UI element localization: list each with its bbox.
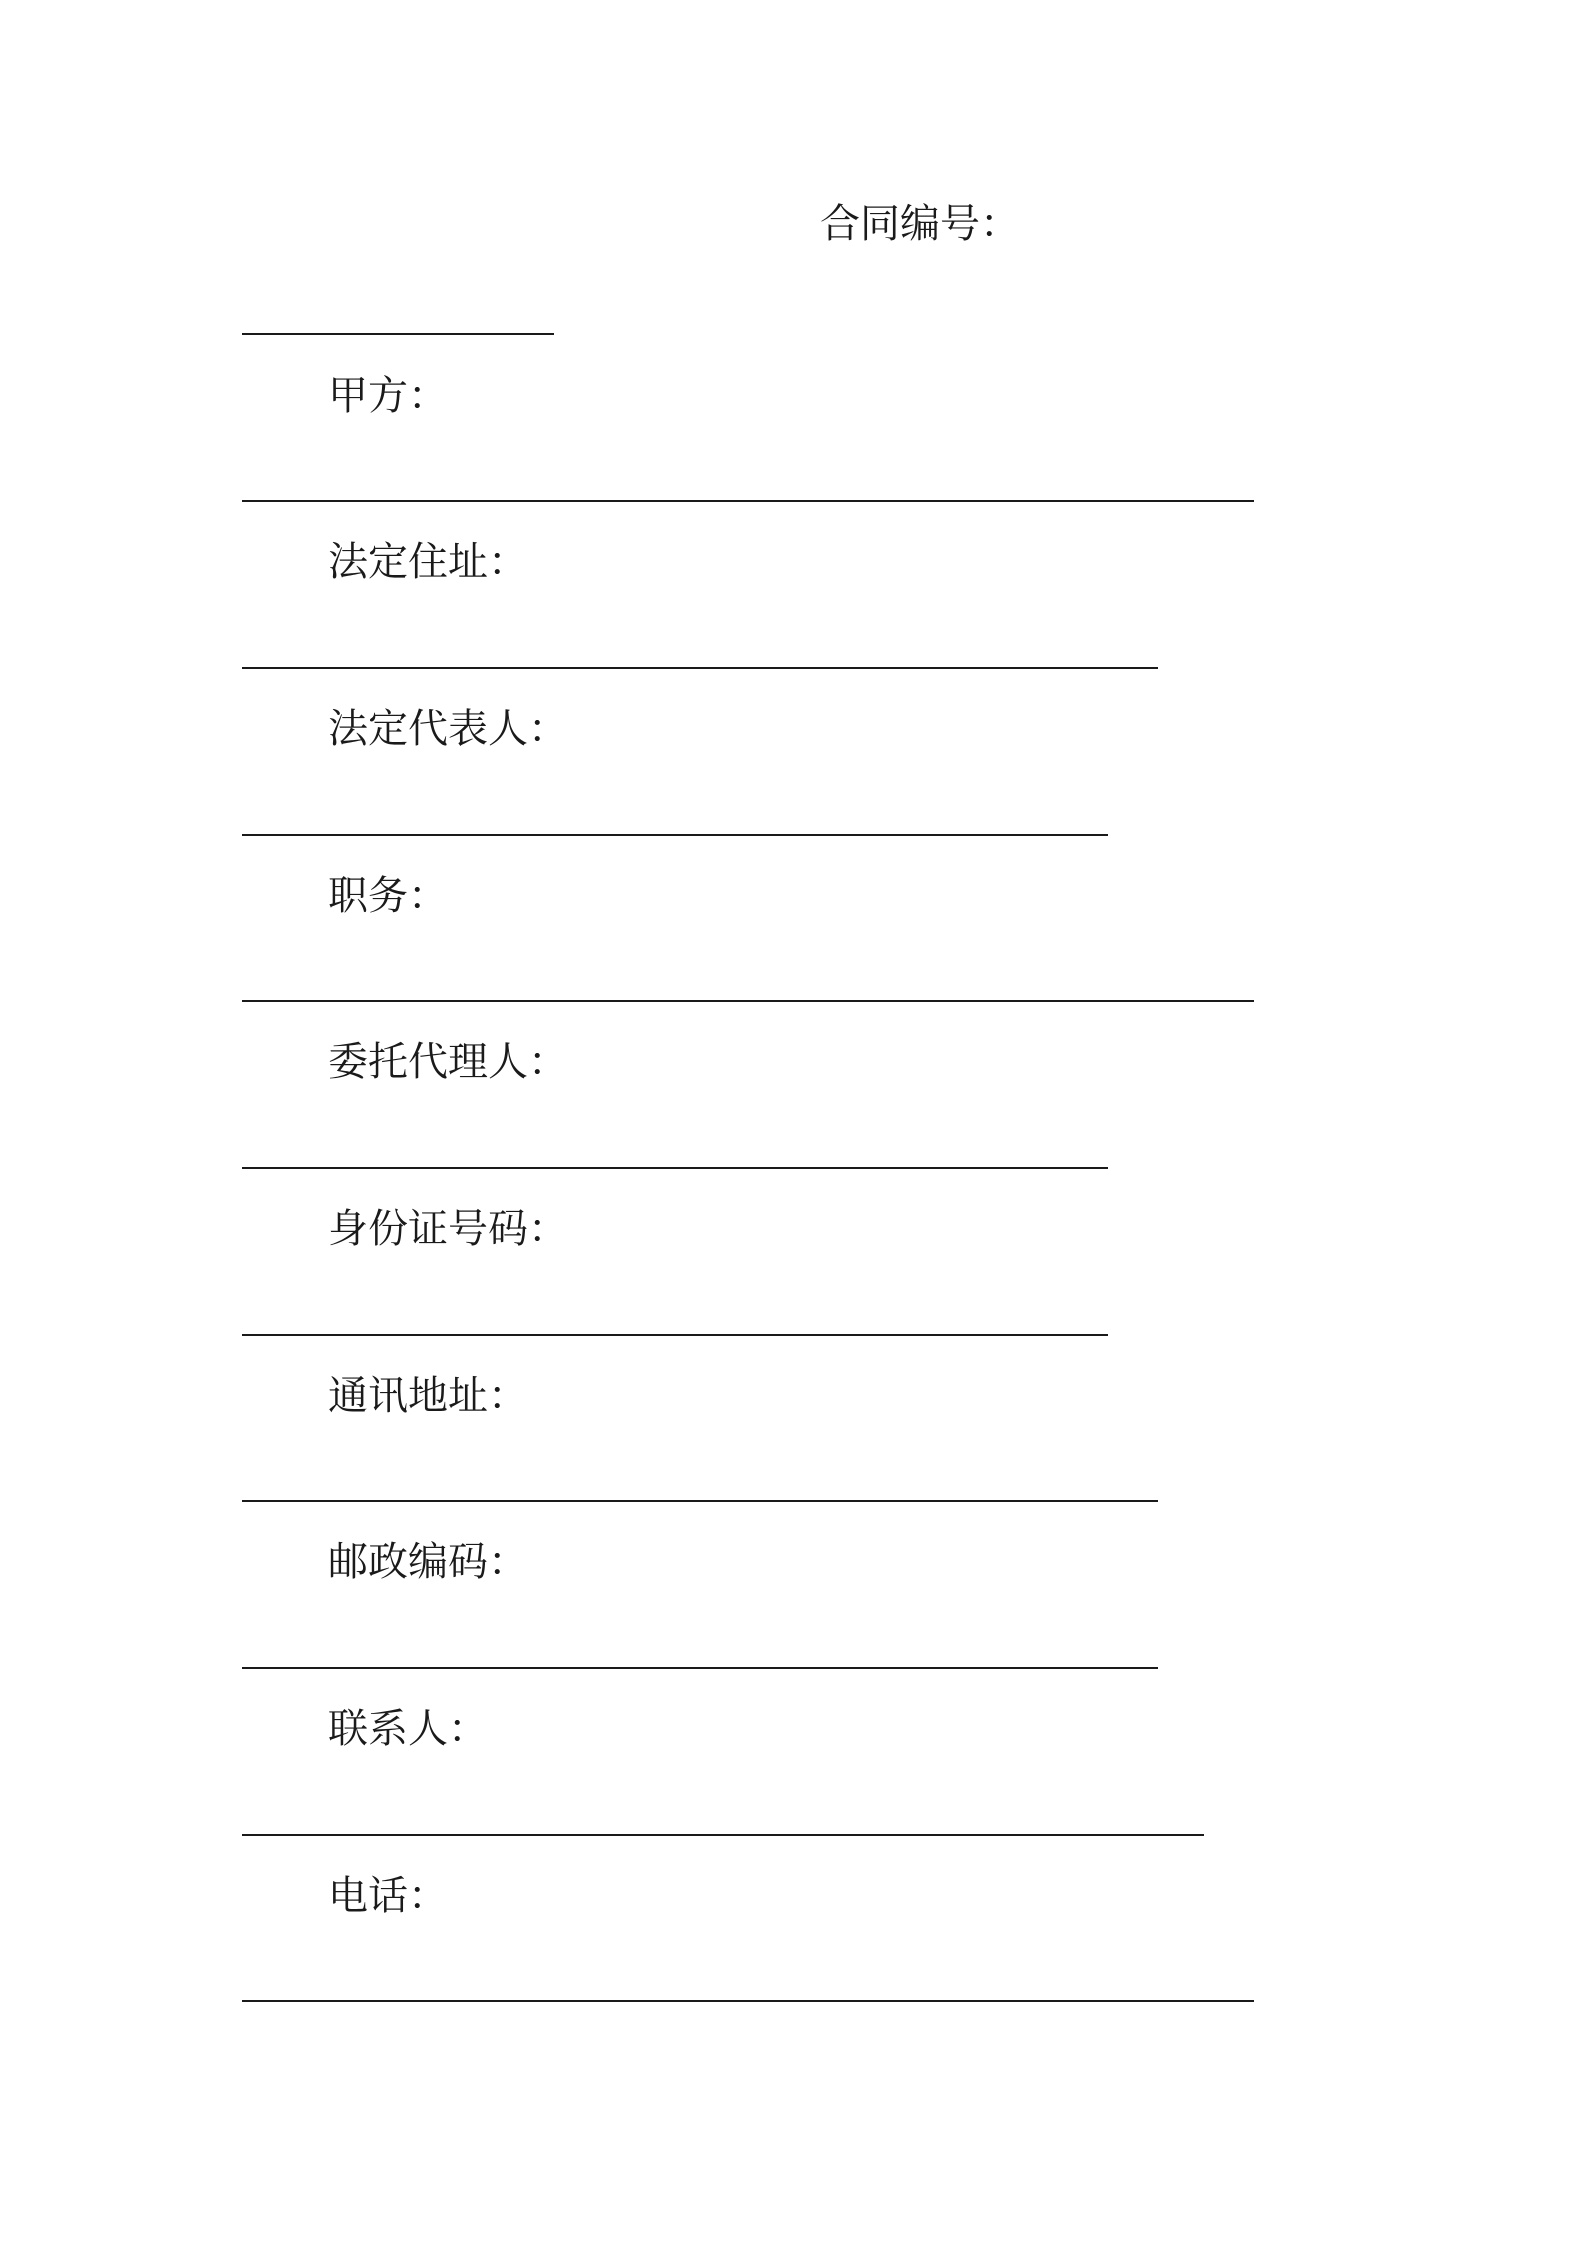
phone-label: 电话： <box>328 1873 448 1919</box>
mailing-address-label: 通讯地址： <box>328 1373 528 1419</box>
authorized-agent-label: 委托代理人： <box>328 1039 568 1085</box>
id-number-blank <box>242 1334 1108 1336</box>
mailing-address-blank <box>242 1500 1158 1502</box>
party-a-label: 甲方： <box>328 373 448 419</box>
legal-representative-blank <box>242 834 1108 836</box>
contract-number-label: 合同编号： <box>820 201 1020 247</box>
contact-person-label: 联系人： <box>328 1706 488 1752</box>
legal-representative-label: 法定代表人： <box>328 706 568 752</box>
phone-blank <box>242 2000 1254 2002</box>
postal-code-label: 邮政编码： <box>328 1539 528 1585</box>
legal-address-label: 法定住址： <box>328 539 528 585</box>
party-a-blank <box>242 500 1254 502</box>
position-blank <box>242 1000 1254 1002</box>
authorized-agent-blank <box>242 1167 1108 1169</box>
contract-number-blank <box>242 333 554 335</box>
legal-address-blank <box>242 667 1158 669</box>
id-number-label: 身份证号码： <box>328 1206 568 1252</box>
contact-person-blank <box>242 1834 1204 1836</box>
position-label: 职务： <box>328 873 448 919</box>
postal-code-blank <box>242 1667 1158 1669</box>
